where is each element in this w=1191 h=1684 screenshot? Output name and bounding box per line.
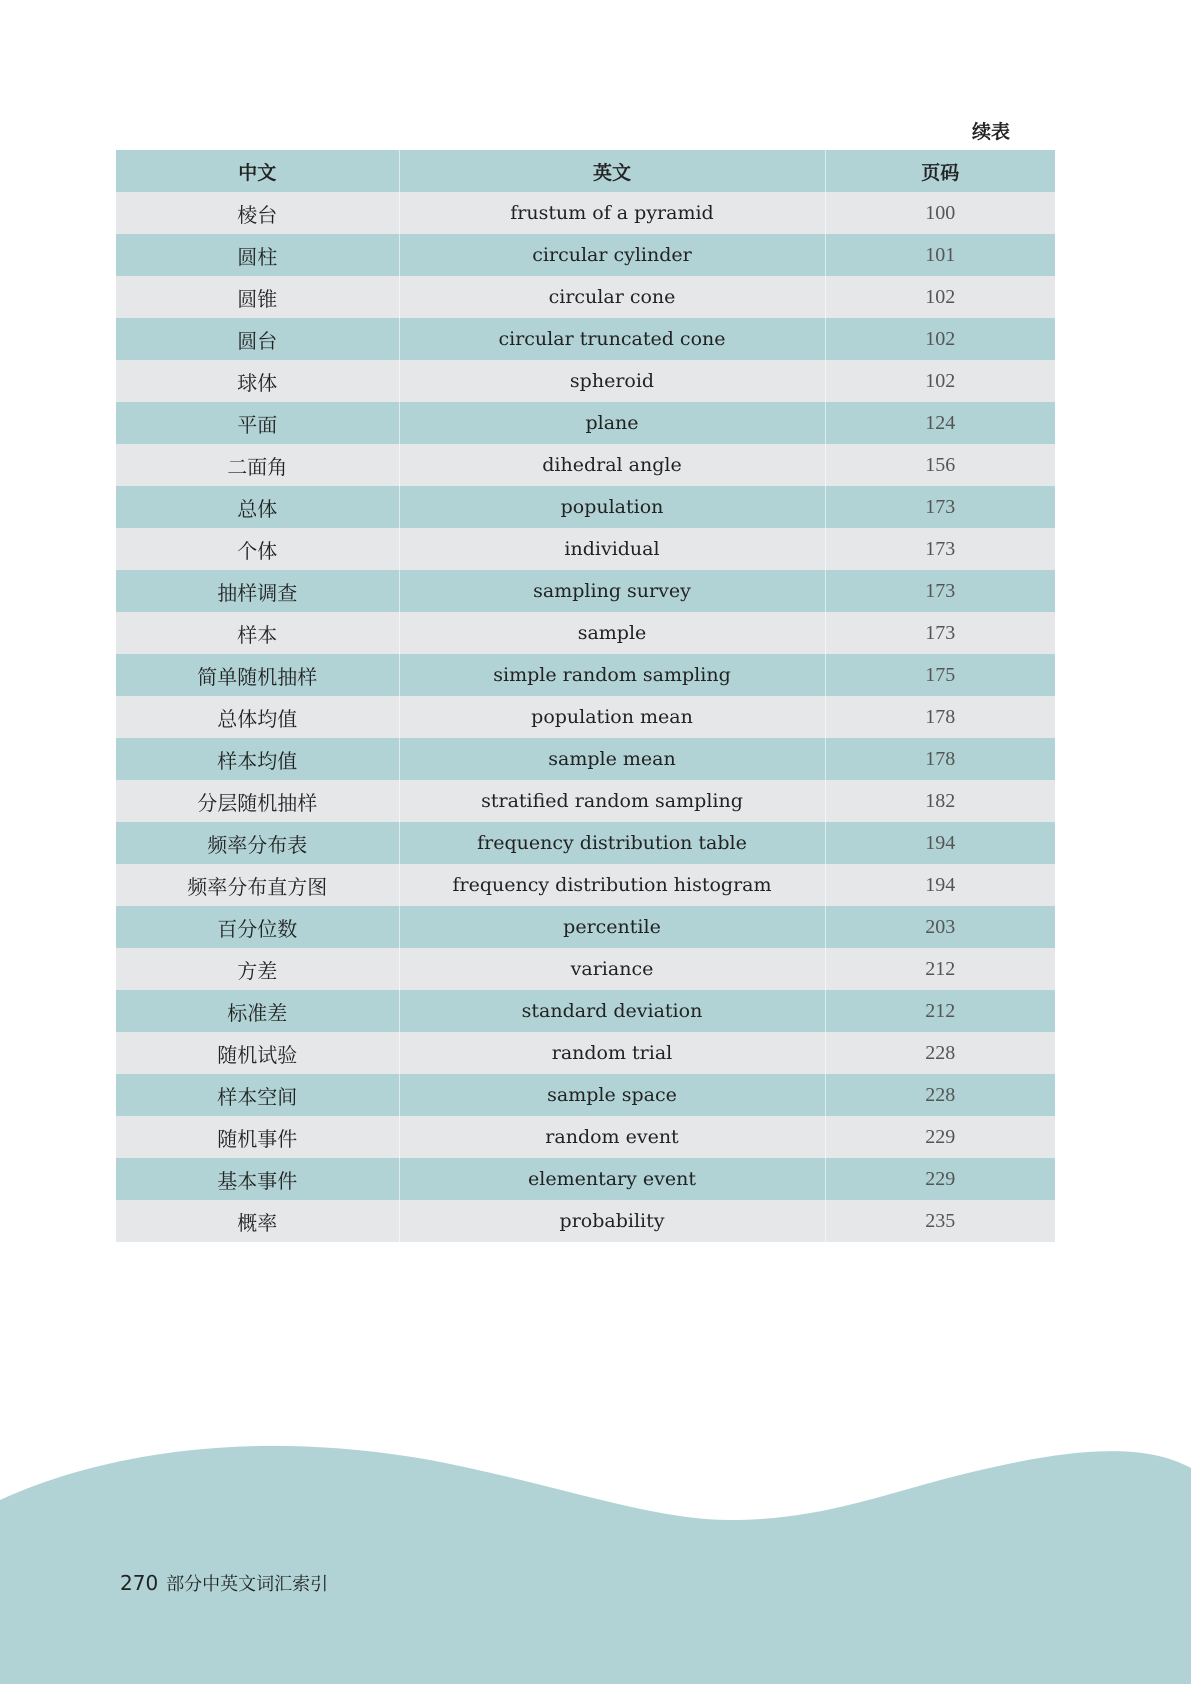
cell-page: 175 <box>825 654 1055 696</box>
table-row <box>116 738 1055 780</box>
table-header-row <box>116 150 1055 192</box>
cell-english: sample space <box>399 1074 825 1116</box>
table-row <box>116 486 1055 528</box>
cell-page: 173 <box>825 528 1055 570</box>
cell-page: 178 <box>825 738 1055 780</box>
cell-english: variance <box>399 948 825 990</box>
table-row <box>116 1158 1055 1200</box>
cell-english: random event <box>399 1116 825 1158</box>
cell-chinese: 圆台 <box>237 328 278 353</box>
cell-chinese: 样本空间 <box>217 1084 298 1109</box>
cell-english: simple random sampling <box>399 654 825 696</box>
cell-english: stratified random sampling <box>399 780 825 822</box>
cell-page: 182 <box>825 780 1055 822</box>
cell-english: random trial <box>399 1032 825 1074</box>
table-row <box>116 528 1055 570</box>
cell-chinese: 二面角 <box>227 454 288 479</box>
cell-chinese: 个体 <box>237 538 278 563</box>
cell-english: plane <box>399 402 825 444</box>
cell-chinese: 概率 <box>237 1210 278 1235</box>
vocabulary-table <box>116 150 1055 1242</box>
cell-chinese: 频率分布表 <box>207 832 308 857</box>
table-row <box>116 696 1055 738</box>
cell-english: percentile <box>399 906 825 948</box>
cell-page: 228 <box>825 1032 1055 1074</box>
cell-english: spheroid <box>399 360 825 402</box>
cell-page: 100 <box>825 192 1055 234</box>
cell-chinese: 棱台 <box>237 202 278 227</box>
page-footer <box>120 1570 328 1596</box>
table-row <box>116 906 1055 948</box>
cell-chinese: 总体均值 <box>217 706 298 731</box>
header-english: 英文 <box>399 150 825 192</box>
cell-page: 102 <box>825 360 1055 402</box>
cell-page: 229 <box>825 1158 1055 1200</box>
cell-page: 156 <box>825 444 1055 486</box>
table-row <box>116 1032 1055 1074</box>
cell-page: 229 <box>825 1116 1055 1158</box>
table-row <box>116 948 1055 990</box>
table-row <box>116 864 1055 906</box>
cell-page: 102 <box>825 276 1055 318</box>
cell-english: frustum of a pyramid <box>399 192 825 234</box>
cell-english: frequency distribution table <box>399 822 825 864</box>
table-row <box>116 612 1055 654</box>
cell-chinese: 分层随机抽样 <box>197 790 318 815</box>
cell-chinese: 圆锥 <box>237 286 278 311</box>
table-row <box>116 570 1055 612</box>
table-row <box>116 1116 1055 1158</box>
cell-english: frequency distribution histogram <box>399 864 825 906</box>
cell-english: population mean <box>399 696 825 738</box>
table-row <box>116 318 1055 360</box>
cell-chinese: 球体 <box>237 370 278 395</box>
footer-wave <box>0 1440 1191 1684</box>
page-number: 270 <box>120 1571 159 1595</box>
continued-label: 续表 <box>972 121 1011 143</box>
table-row <box>116 276 1055 318</box>
cell-page: 212 <box>825 948 1055 990</box>
cell-page: 178 <box>825 696 1055 738</box>
table-row <box>116 402 1055 444</box>
cell-page: 194 <box>825 864 1055 906</box>
cell-english: standard deviation <box>399 990 825 1032</box>
table-row <box>116 234 1055 276</box>
table-row <box>116 654 1055 696</box>
cell-english: sampling survey <box>399 570 825 612</box>
section-title: 部分中英文词汇索引 <box>166 1574 329 1595</box>
cell-page: 194 <box>825 822 1055 864</box>
cell-chinese: 随机试验 <box>217 1042 298 1067</box>
cell-english: sample <box>399 612 825 654</box>
cell-chinese: 抽样调查 <box>217 580 298 605</box>
cell-chinese: 总体 <box>237 496 278 521</box>
cell-english: individual <box>399 528 825 570</box>
cell-page: 101 <box>825 234 1055 276</box>
cell-chinese: 简单随机抽样 <box>197 664 318 689</box>
cell-english: dihedral angle <box>399 444 825 486</box>
table-body <box>116 192 1055 1242</box>
table-row <box>116 1200 1055 1242</box>
cell-english: circular truncated cone <box>399 318 825 360</box>
cell-page: 173 <box>825 570 1055 612</box>
cell-page: 235 <box>825 1200 1055 1242</box>
cell-page: 203 <box>825 906 1055 948</box>
header-chinese: 中文 <box>116 150 399 192</box>
cell-page: 102 <box>825 318 1055 360</box>
cell-page: 173 <box>825 612 1055 654</box>
table-row <box>116 1074 1055 1116</box>
cell-chinese: 随机事件 <box>217 1126 298 1151</box>
cell-chinese: 基本事件 <box>217 1168 298 1193</box>
cell-english: probability <box>399 1200 825 1242</box>
header-page: 页码 <box>825 150 1055 192</box>
cell-english: elementary event <box>399 1158 825 1200</box>
cell-english: population <box>399 486 825 528</box>
table-row <box>116 444 1055 486</box>
cell-chinese: 方差 <box>237 958 278 983</box>
cell-chinese: 圆柱 <box>237 244 278 269</box>
cell-page: 124 <box>825 402 1055 444</box>
cell-english: circular cylinder <box>399 234 825 276</box>
cell-chinese: 标准差 <box>227 1000 288 1025</box>
table-row <box>116 192 1055 234</box>
cell-page: 212 <box>825 990 1055 1032</box>
cell-chinese: 百分位数 <box>217 916 298 941</box>
table-row <box>116 990 1055 1032</box>
cell-english: circular cone <box>399 276 825 318</box>
cell-page: 228 <box>825 1074 1055 1116</box>
cell-page: 173 <box>825 486 1055 528</box>
table-row <box>116 780 1055 822</box>
cell-chinese: 频率分布直方图 <box>187 874 328 899</box>
table-row <box>116 360 1055 402</box>
cell-chinese: 样本 <box>237 622 278 647</box>
cell-chinese: 平面 <box>237 412 278 437</box>
table-row <box>116 822 1055 864</box>
cell-english: sample mean <box>399 738 825 780</box>
cell-chinese: 样本均值 <box>217 748 298 773</box>
